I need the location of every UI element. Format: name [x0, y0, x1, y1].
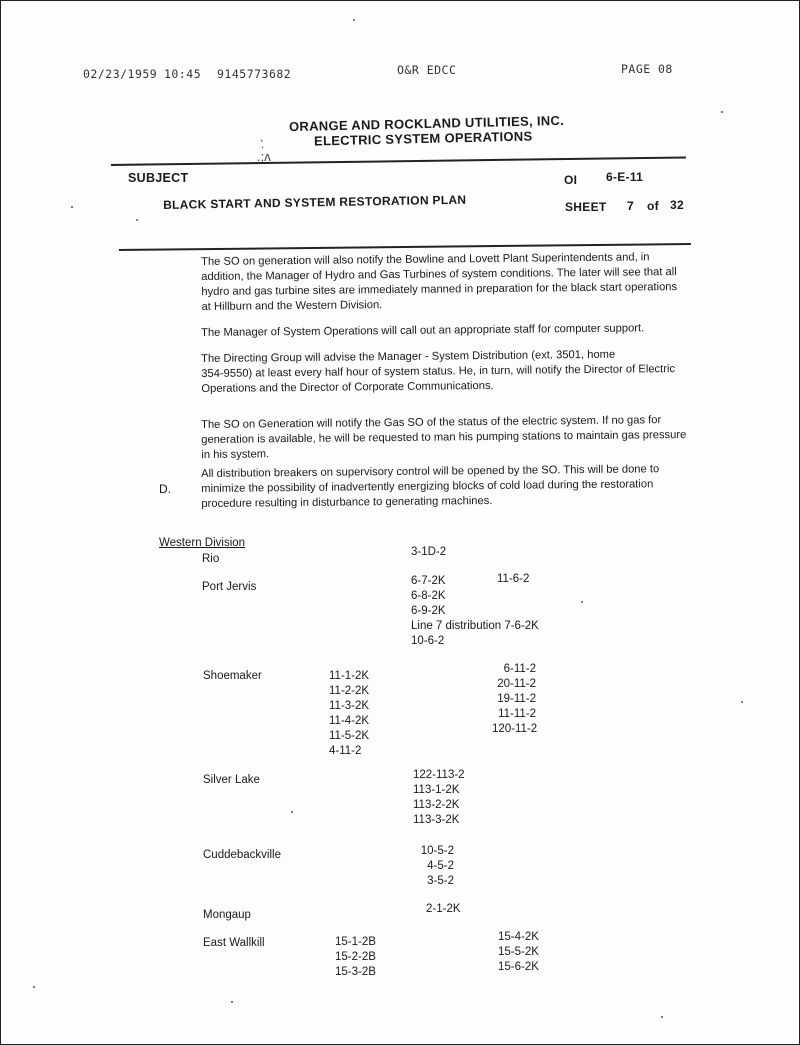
- western-division-heading: Western Division: [159, 537, 246, 549]
- circuit: 6-7-2K: [411, 575, 446, 587]
- header-bottom-rule: [119, 243, 691, 250]
- circuit: 3-1D-2: [411, 546, 447, 558]
- circuit: 11-4-2K: [329, 715, 370, 727]
- station-silver-lake: Silver Lake: [203, 774, 260, 786]
- company-name: ORANGE AND ROCKLAND UTILITIES, INC.: [288, 112, 565, 135]
- paragraph-computer-support: The Manager of System Operations will call out an appropriate staff for computer support.: [201, 322, 645, 339]
- circuit: 11-3-2K: [329, 700, 370, 712]
- circuit: 10-5-2: [420, 845, 454, 857]
- circuit: 11-2-2K: [329, 685, 370, 697]
- oi-label: OI: [564, 173, 578, 187]
- fax-sender: O&R EDCC: [397, 63, 457, 77]
- circuit: 10-6-2: [411, 635, 445, 647]
- station-east-wallkill: East Wallkill: [203, 937, 265, 949]
- circuit: 2-1-2K: [426, 903, 461, 915]
- stray-mark: .;ʌ: [257, 149, 271, 164]
- east-wallkill-circuits-a: [335, 935, 376, 980]
- silver-lake-circuits: [413, 768, 465, 828]
- mongaup-circuits: [426, 902, 461, 917]
- fax-page-label: PAGE: [621, 62, 651, 76]
- header-top-rule: [111, 156, 686, 165]
- sheet-label: SHEET: [565, 200, 607, 214]
- circuit: 4-5-2: [427, 860, 454, 872]
- paragraph-distribution-breakers: All distribution breakers on supervisory control will be opened by the SO. This will be done to minimize the possibility of inadvertently energizing blocks of cold load during the restoration procedure resulting in disturbance to generating machines.: [201, 463, 660, 510]
- scan-speck: [741, 701, 743, 703]
- circuit: 113-1-2K: [413, 784, 460, 796]
- oi-number: 6-E-11: [606, 170, 644, 184]
- fax-page-number: 08: [658, 62, 673, 76]
- circuit: 11-5-2K: [329, 730, 370, 742]
- circuit: 15-5-2K: [498, 946, 539, 958]
- scan-speck: [581, 601, 583, 603]
- scan-speck: [136, 219, 138, 221]
- circuit: 3-5-2: [427, 875, 454, 887]
- circuit: 120-11-2: [492, 723, 538, 735]
- paragraph-directing-group: The Directing Group will advise the Manager - System Distribution (ext. 3501, home 354-9550) at least every half hour of system status. He, in turn, will notify the Director of Electric Operations and the Director of Corporate Communications.: [201, 348, 676, 395]
- scan-speck: [231, 1001, 233, 1003]
- stray-mark: .': [255, 136, 268, 152]
- station-cuddebackville: Cuddebackville: [203, 849, 281, 861]
- east-wallkill-circuits-b: [498, 930, 539, 975]
- scan-speck: [291, 811, 293, 813]
- circuit: 15-4-2K: [498, 931, 539, 943]
- shoemaker-circuits-a: [329, 669, 369, 759]
- circuit: 4-11-2: [329, 745, 362, 757]
- circuit: 11-11-2: [498, 708, 536, 720]
- scan-speck: [33, 986, 35, 988]
- circuit: 15-2-2B: [335, 951, 376, 963]
- circuit: 6-8-2K: [411, 590, 446, 602]
- scan-speck: [71, 206, 73, 208]
- sheet-number: 7: [627, 199, 634, 213]
- circuit: 11-1-2K: [329, 670, 370, 682]
- circuit: 15-1-2B: [335, 936, 376, 948]
- fax-date: 02/23/1959: [83, 67, 158, 81]
- station-mongaup: Mongaup: [203, 909, 251, 921]
- scan-speck: [721, 111, 723, 113]
- port-jervis-circuits-b: [497, 572, 529, 587]
- rio-circuits: [411, 545, 446, 560]
- scan-speck: [661, 1016, 663, 1018]
- sheet-total: 32: [670, 198, 684, 212]
- circuit: 19-11-2: [497, 693, 536, 705]
- paragraph-generation-notify: The SO on generation will also notify the Bowline and Lovett Plant Superintendents and, in addition, the Manager of Hydro and Gas Turbines of system conditions. The later will see that all hydro and gas turbine sites are immediately manned in preparation for the black start operations at Hillburn and the Western Division.: [201, 251, 678, 313]
- cuddebackville-circuits: [420, 844, 454, 889]
- circuit: 113-3-2K: [413, 814, 460, 826]
- of-label: of: [647, 199, 659, 213]
- paragraph-gas-so: The SO on Generation will notify the Gas SO of the status of the electric system. If no gas for generation is available, he will be requested to man his pumping stations to maintain gas pressure in his system.: [201, 414, 687, 461]
- scan-speck: [353, 19, 355, 21]
- section-d-marker: D.: [159, 482, 171, 496]
- circuit: 15-3-2B: [335, 966, 376, 978]
- subject-title: BLACK START AND SYSTEM RESTORATION PLAN: [163, 192, 467, 212]
- fax-time: 10:45: [164, 67, 202, 81]
- fax-phone: 9145773682: [217, 67, 292, 81]
- circuit: 122-113-2: [413, 769, 465, 781]
- shoemaker-circuits-b: [492, 662, 536, 737]
- circuit: 20-11-2: [497, 678, 536, 690]
- station-shoemaker: Shoemaker: [203, 670, 262, 682]
- circuit: 6-11-2: [503, 663, 536, 675]
- circuit: 15-6-2K: [498, 961, 539, 973]
- subject-label: SUBJECT: [128, 171, 189, 185]
- circuit: Line 7 distribution 7-6-2K: [411, 620, 539, 632]
- station-rio: Rio: [202, 553, 220, 565]
- circuit: 6-9-2K: [411, 605, 446, 617]
- department-name: ELECTRIC SYSTEM OPERATIONS: [313, 128, 533, 149]
- circuit: 11-6-2: [497, 573, 530, 585]
- circuit: 113-2-2K: [413, 799, 460, 811]
- station-port-jervis: Port Jervis: [202, 581, 257, 593]
